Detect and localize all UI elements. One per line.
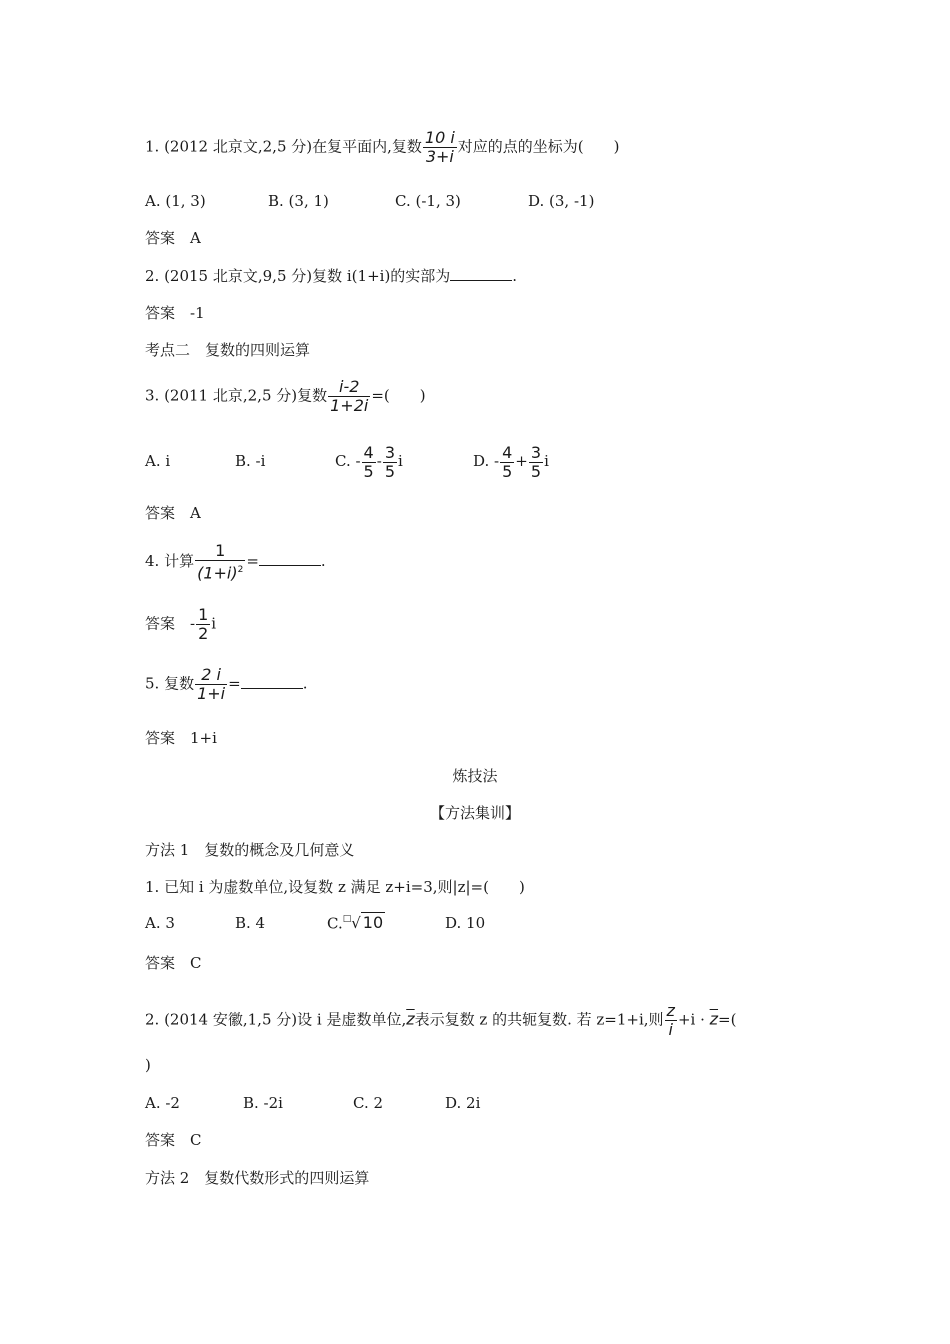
- question-4-equals: =: [246, 552, 259, 571]
- minus-sign: -: [376, 452, 382, 470]
- method-1-question-2-option-a: A. -2: [145, 1094, 180, 1112]
- method-2-heading: 方法 2 复数代数形式的四则运算: [145, 1169, 370, 1187]
- fraction-numerator: 4: [363, 442, 374, 462]
- question-1: [145, 129, 620, 166]
- denominator-base: (1+i): [197, 563, 238, 583]
- question-end: =(: [718, 1010, 737, 1029]
- fraction-4-5: [500, 444, 514, 481]
- method-1-question-1-option-b: B. 4: [235, 914, 266, 932]
- fraction-denominator: 5: [530, 461, 542, 481]
- question-3-option-d: [473, 443, 549, 481]
- exponent: 2: [237, 565, 244, 575]
- method-1-question-1-answer: 答案 C: [145, 954, 202, 972]
- question-4-answer: [145, 606, 216, 643]
- imaginary-unit: i: [544, 452, 549, 470]
- fraction-numerator: z: [666, 1001, 675, 1020]
- fraction-4-5: [362, 444, 376, 481]
- question-5-prefix: 5. 复数: [145, 674, 195, 693]
- question-4: [145, 542, 326, 582]
- fraction-1-over-1-plus-i-squared: [195, 542, 245, 582]
- question-2: [145, 266, 517, 286]
- question-5-period: .: [302, 674, 308, 693]
- fraction-denominator: 1+i: [197, 684, 226, 703]
- fraction-2i-over-1-plus-i: [195, 666, 227, 703]
- fraction-3-5: [383, 444, 397, 481]
- option-c-prefix: C.: [327, 914, 343, 933]
- fraction-denominator: 5: [502, 461, 513, 481]
- question-1-suffix: 对应的点的坐标为( ): [457, 137, 620, 156]
- fraction-i-minus-2-over-1-plus-2i: [328, 378, 370, 415]
- fraction-numerator: 1: [198, 605, 209, 624]
- heading-methods: 【方法集训】: [429, 804, 520, 822]
- option-d-prefix: D. -: [473, 452, 500, 470]
- question-4-period: .: [320, 552, 326, 571]
- fraction-3-5: [529, 444, 543, 481]
- imaginary-unit: i: [211, 614, 217, 633]
- fraction-numerator: 3: [384, 442, 395, 462]
- method-1-question-2-option-b: B. -2i: [243, 1094, 283, 1112]
- method-1-question-1: 1. 已知 i 为虚数单位,设复数 z 满足 z+i=3,则|z|=( ): [145, 878, 525, 896]
- question-1-option-b: B. (3, 1): [268, 192, 329, 210]
- method-1-question-1-option-c: [327, 913, 385, 936]
- section-heading-point2: 考点二 复数的四则运算: [145, 341, 311, 359]
- answer-blank: [241, 674, 303, 689]
- heading-practice: 炼技法: [452, 767, 498, 785]
- question-3: [145, 378, 426, 415]
- question-1-option-a: A. (1, 3): [145, 192, 206, 210]
- answer-prefix: 答案 -: [145, 614, 196, 633]
- fraction-denominator: [195, 561, 245, 582]
- fraction-1-2: [196, 606, 210, 643]
- question-3-suffix: =( ): [371, 386, 426, 405]
- method-1-question-2-option-c: C. 2: [353, 1094, 384, 1112]
- method-1-question-2-close-paren: ): [145, 1056, 151, 1074]
- question-3-option-b: B. -i: [235, 452, 266, 470]
- question-1-option-c: C. (-1, 3): [395, 192, 461, 210]
- question-3-option-c: [335, 443, 403, 481]
- fraction-denominator: 5: [363, 461, 374, 481]
- question-1-prefix: 1. (2012 北京文,2,5 分)在复平面内,复数: [145, 137, 422, 156]
- answer-blank: [450, 266, 512, 281]
- fraction-denominator: 5: [384, 461, 395, 481]
- question-5: [145, 666, 307, 703]
- question-after-fraction: +i ·: [677, 1010, 710, 1029]
- question-3-prefix: 3. (2011 北京,2,5 分)复数: [145, 386, 328, 405]
- question-1-answer: 答案 A: [145, 229, 201, 247]
- question-middle: 表示复数 z 的共轭复数. 若 z=1+i,则: [414, 1010, 664, 1029]
- question-prefix: 2. (2014 安徽,1,5 分)设 i 是虚数单位,: [145, 1010, 407, 1029]
- answer-blank: [259, 551, 321, 566]
- imaginary-unit: i: [398, 452, 403, 470]
- question-5-equals: =: [228, 674, 241, 693]
- fraction-z-over-i: [665, 1002, 677, 1039]
- fraction-denominator: 3+i: [425, 147, 454, 166]
- fraction-numerator: 1: [195, 542, 245, 561]
- question-4-prefix: 4. 计算: [145, 552, 195, 571]
- radicand: 10: [362, 913, 384, 932]
- z-conjugate: $\overline{z}$: [406, 1009, 415, 1029]
- z-conjugate: $\overline{z}$: [709, 1009, 719, 1029]
- question-3-option-a: A. i: [145, 452, 171, 470]
- fraction-denominator: i: [668, 1020, 673, 1039]
- fraction-numerator: 4: [502, 442, 513, 462]
- question-1-option-d: D. (3, -1): [528, 192, 595, 210]
- method-1-question-1-option-a: A. 3: [145, 914, 175, 932]
- method-1-question-2: [145, 1002, 736, 1039]
- method-1-heading: 方法 1 复数的概念及几何意义: [145, 841, 355, 859]
- method-1-question-2-answer: 答案 C: [145, 1131, 202, 1149]
- method-1-question-1-option-d: D. 10: [445, 914, 486, 932]
- radical-index: □: [342, 914, 352, 924]
- question-3-answer: 答案 A: [145, 504, 201, 522]
- fraction-numerator: 10 i: [424, 128, 455, 147]
- fraction-numerator: 2 i: [195, 666, 227, 685]
- fraction-numerator: i-2: [328, 378, 370, 397]
- question-2-period: .: [512, 267, 518, 285]
- radical-10: □√ 10: [342, 913, 384, 932]
- question-5-answer: 答案 1+i: [145, 729, 217, 747]
- fraction-10i-over-3-plus-i: [423, 129, 457, 166]
- option-c-prefix: C. -: [335, 452, 361, 470]
- method-1-question-2-option-d: D. 2i: [445, 1094, 481, 1112]
- fraction-denominator: 2: [198, 624, 209, 643]
- question-2-answer: 答案 -1: [145, 304, 205, 322]
- plus-sign: +: [515, 452, 528, 470]
- question-2-text: 2. (2015 北京文,9,5 分)复数 i(1+i)的实部为: [145, 267, 451, 285]
- fraction-denominator: 1+2i: [330, 396, 369, 415]
- fraction-numerator: 3: [530, 442, 542, 462]
